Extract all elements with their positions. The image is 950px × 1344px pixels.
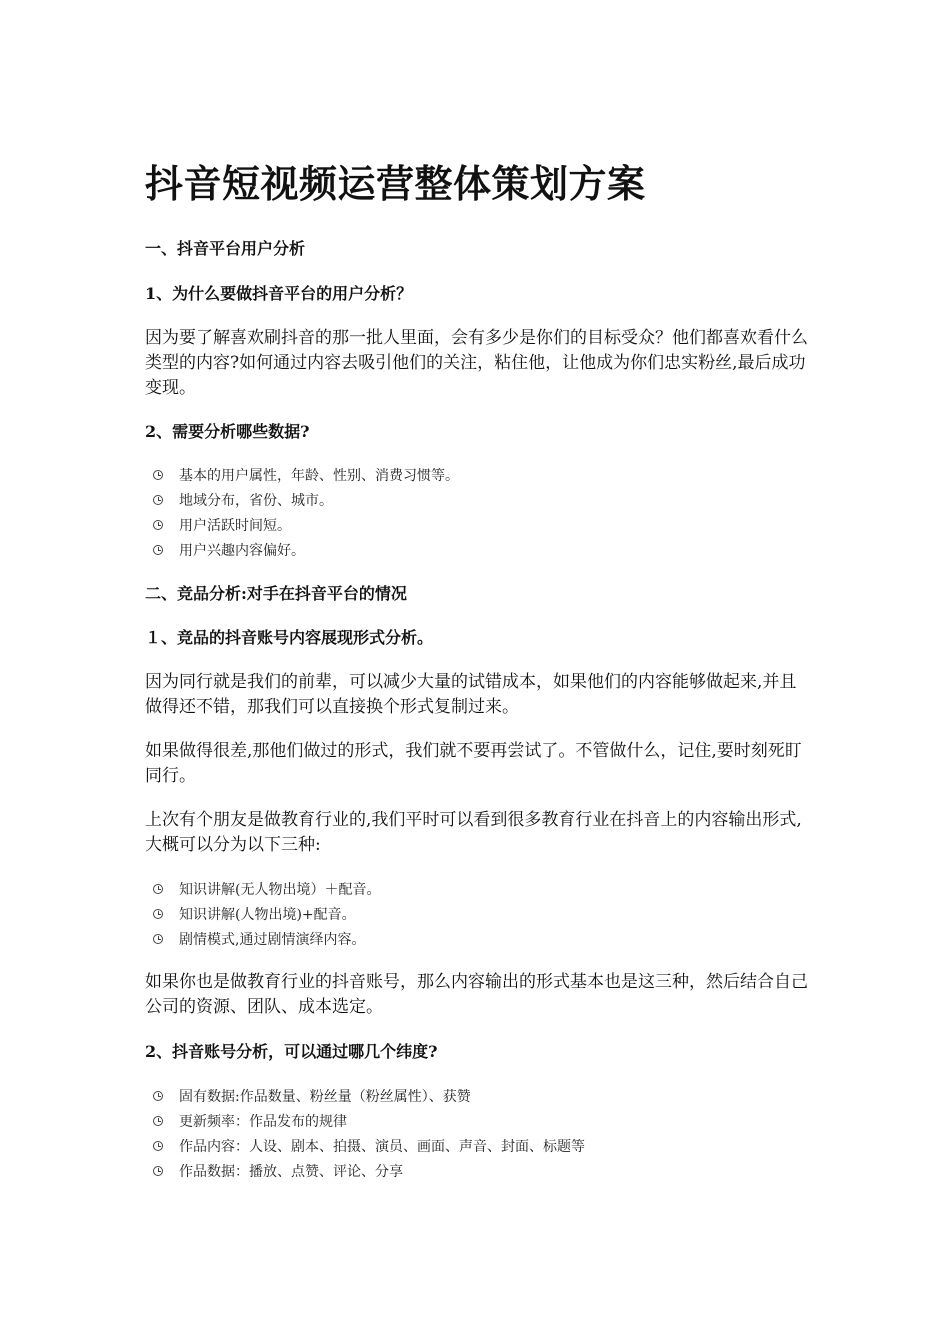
paragraph-why-user-analysis: 因为要了解喜欢刷抖音的那一批人里面，会有多少是你们的目标受众？他们都喜欢看什么类型的内容?如何通过内容去吸引他们的关注，粘住他，让他成为你们忠实粉丝,最后成功变现。 <box>145 328 808 398</box>
clock-icon <box>153 1091 163 1101</box>
paragraph-competitor-3: 上次有个朋友是做教育行业的,我们平时可以看到很多教育行业在抖音上的内容输出形式,大概可以分为以下三种: <box>145 810 802 855</box>
clock-icon <box>153 495 163 505</box>
paragraph-competitor-1: 因为同行就是我们的前辈，可以减少大量的试错成本，如果他们的内容能够做起来,并且做得还不错，那我们可以直接换个形式复制过来。 <box>145 672 797 717</box>
paragraph-competitor-2: 如果做得很差,那他们做过的形式，我们就不要再尝试了。不管做什么，记住,要时刻死盯同行。 <box>145 741 802 786</box>
list-item: 知识讲解(人物出境)+配音。 <box>153 901 380 926</box>
clock-icon <box>153 909 163 919</box>
subheading-account-dimensions: 2、抖音账号分析，可以通过哪几个纬度? <box>145 1042 438 1061</box>
section-heading-competitor-analysis: 二、竞品分析:对手在抖音平台的情况 <box>145 584 407 603</box>
section-heading-user-analysis: 一、抖音平台用户分析 <box>145 239 306 258</box>
subheading-competitor-content-form: １、竞品的抖音账号内容展现形式分析。 <box>145 628 434 647</box>
subheading-why-user-analysis: 1、为什么要做抖音平台的用户分析？ <box>145 284 413 303</box>
clock-icon <box>153 1141 163 1151</box>
list-item: 用户兴趣内容偏好。 <box>153 537 459 562</box>
subheading-data-to-analyze: 2、需要分析哪些数据? <box>145 422 310 441</box>
list-item: 固有数据:作品数量、粉丝量（粉丝属性）、获赞 <box>153 1083 585 1108</box>
clock-icon <box>153 1166 163 1176</box>
clock-icon <box>153 934 163 944</box>
list-item: 更新频率：作品发布的规律 <box>153 1108 585 1133</box>
clock-icon <box>153 470 163 480</box>
list-item: 知识讲解(无人物出境）＋配音。 <box>153 876 380 901</box>
clock-icon <box>153 520 163 530</box>
content-form-list <box>153 876 380 951</box>
list-item: 作品数据：播放、点赞、评论、分享 <box>153 1158 585 1183</box>
clock-icon <box>153 545 163 555</box>
paragraph-competitor-4: 如果你也是做教育行业的抖音账号，那么内容输出的形式基本也是这三种，然后结合自己公司的资源、团队、成本选定。 <box>145 972 808 1017</box>
clock-icon <box>153 884 163 894</box>
account-dimensions-list <box>153 1083 585 1183</box>
data-to-analyze-list <box>153 462 459 562</box>
list-item: 用户活跃时间短。 <box>153 512 459 537</box>
list-item: 地域分布，省份、城市。 <box>153 487 459 512</box>
list-item: 基本的用户属性，年龄、性别、消费习惯等。 <box>153 462 459 487</box>
list-item: 剧情模式,通过剧情演绎内容。 <box>153 926 380 951</box>
list-item: 作品内容：人设、剧本、拍摄、演员、画面、声音、封面、标题等 <box>153 1133 585 1158</box>
document-title: 抖音短视频运营整体策划方案 <box>145 162 646 206</box>
clock-icon <box>153 1116 163 1126</box>
